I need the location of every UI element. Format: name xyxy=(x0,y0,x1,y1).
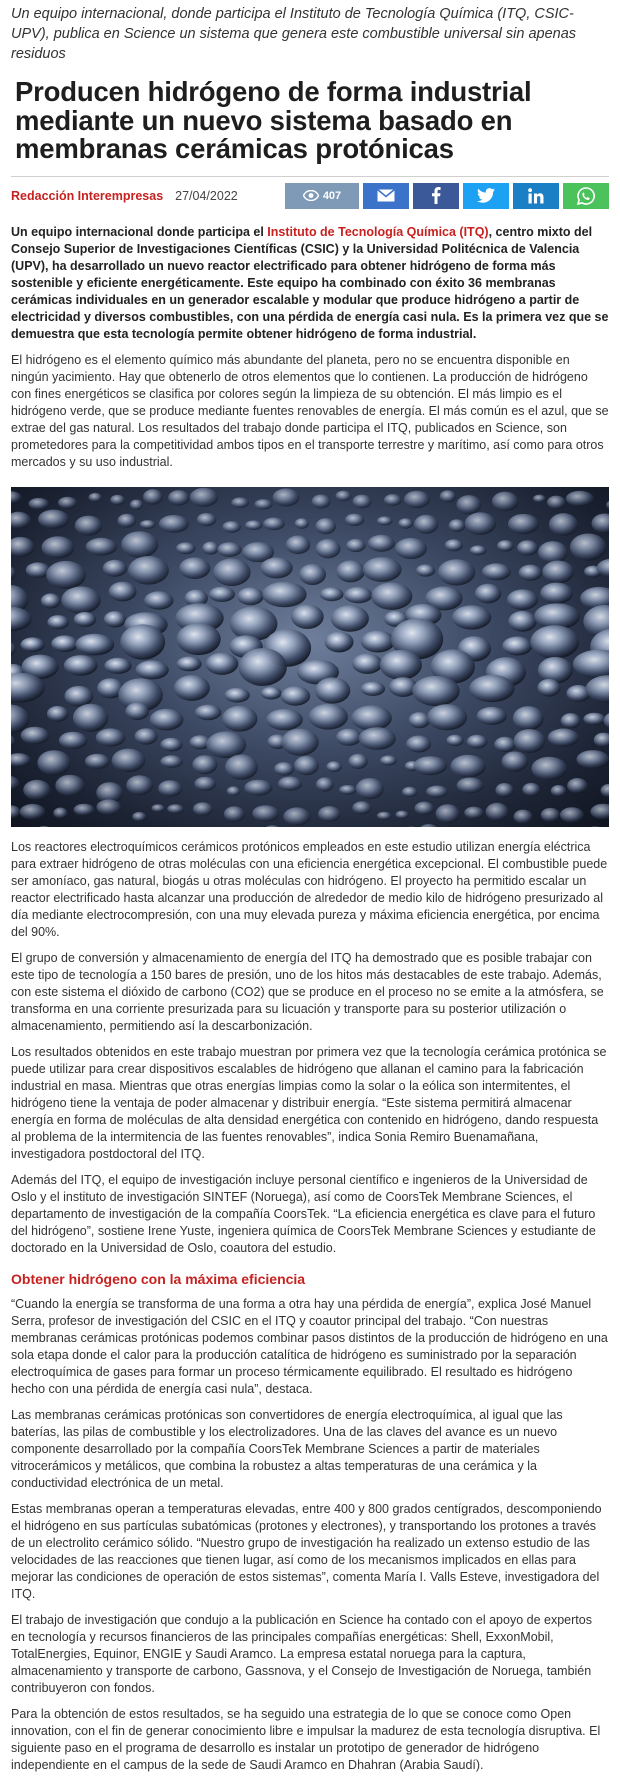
lead-text-start: Un equipo internacional donde participa el xyxy=(11,224,268,239)
water-droplet xyxy=(353,494,372,508)
water-droplet xyxy=(96,728,126,746)
water-droplet xyxy=(239,648,287,686)
water-droplet xyxy=(415,801,435,814)
water-droplet xyxy=(11,753,31,767)
water-droplet xyxy=(456,495,481,514)
water-droplet xyxy=(160,737,182,751)
water-droplet xyxy=(348,753,367,768)
envelope-icon xyxy=(377,189,395,202)
water-droplet xyxy=(118,513,137,527)
water-droplet xyxy=(266,708,303,729)
water-droplet xyxy=(377,811,392,819)
water-droplet xyxy=(469,674,514,701)
article-lead xyxy=(11,224,609,343)
water-droplet xyxy=(513,706,544,730)
share-facebook-button[interactable] xyxy=(413,183,459,209)
water-droplet xyxy=(475,583,501,603)
water-droplet xyxy=(380,755,397,765)
water-droplet xyxy=(237,587,263,605)
water-droplet xyxy=(540,582,573,603)
water-droplet xyxy=(96,799,121,815)
water-droplet xyxy=(167,804,184,813)
water-droplet xyxy=(143,489,163,505)
water-droplet xyxy=(222,705,257,731)
water-droplet xyxy=(86,537,118,555)
water-droplet xyxy=(508,610,536,631)
water-droplet xyxy=(126,775,153,795)
paragraph: Los reactores electroquímicos cerámicos protónicos empleados en este estudio utilizan energía eléctrica para extraer hidrógeno de otras moléculas con una eficiencia energética excepcional. El combustible puede ser amoníaco, gas natural, biogás u otras moléculas con hidrógeno. El proyecto ha permitido escalar un reactor electrificado hasta alcanzar una producción de alrededor de medio kilo de hidrógeno presurizado al día mediante electrocompresión, con una muy elevada pureza y máxima eficiencia energética, por encima del 90%. xyxy=(11,839,608,939)
water-droplet xyxy=(11,639,16,657)
water-droplet xyxy=(538,656,573,683)
water-droplet xyxy=(55,774,85,796)
share-linkedin-button[interactable] xyxy=(513,183,559,209)
water-droplet xyxy=(502,751,529,771)
water-droplet xyxy=(315,677,350,703)
water-droplet xyxy=(193,802,213,816)
water-droplet xyxy=(11,606,32,631)
water-droplet xyxy=(177,656,202,671)
publish-date: 27/04/2022 xyxy=(175,188,238,203)
water-droplet xyxy=(11,565,16,580)
water-droplet xyxy=(29,497,50,509)
water-droplet xyxy=(176,542,196,554)
water-droplet xyxy=(11,775,20,791)
water-droplet xyxy=(577,750,610,768)
water-droplet xyxy=(299,564,326,585)
water-droplet xyxy=(467,734,488,748)
paragraph: Estas membranas operan a temperaturas elevadas, entre 400 y 800 grados centígrados, descomponiendo el hidrógeno en sus partículas subatómicas (protones y electrones), y transportando los protones a través de un electrolito cerámico sólido. “Nuestro grupo de investigación ha realizado un extenso estudio de las velocidades de las reacciones que tienen lugar, así como de los mecanismos implicados en ellas para mejorar las condiciones de operación de estos sistemas”, comenta María I. Valls Esteve, investigadora del ITQ. xyxy=(11,1501,602,1601)
water-droplet xyxy=(136,660,169,679)
water-droplet xyxy=(395,537,427,558)
water-droplet xyxy=(168,490,189,505)
water-droplet xyxy=(295,518,309,529)
paragraph: El trabajo de investigación que condujo a la publicación en Science ha contado con el apoyo de expertos en tecnología y recursos financieros de las principales compañías energéticas: Shell, ExxonMobil, TotalEnergies, Equinor, ENGIE y Saudi Aramco. La empresa estatal noruega para la captura, almacenamiento y transporte de carbono, Gassnova, y el Consejo de Investigación de Noruega, también contribuyeron con fondos. xyxy=(11,1612,592,1695)
water-droplet xyxy=(281,728,319,755)
water-droplet xyxy=(110,494,125,504)
water-droplet xyxy=(73,703,108,731)
water-droplet xyxy=(450,754,486,777)
twitter-icon xyxy=(477,188,495,203)
water-droplet xyxy=(326,761,342,772)
paragraph: El grupo de conversión y almacenamiento de energía del ITQ ha demostrado que es posible trabajar con este tipo de tecnología a 150 bares de presión, uno de los hitos más destacables de este trabajo. Además, con este sistema el dióxido de carbono (CO2) que se produce en el proceso no se emite a la atmósfera, se transforma en una corriente presurizada para su licuación y transporte para su posterior utilización o almacenamiento, permitiendo así la descarbonización. xyxy=(11,950,604,1033)
water-droplet xyxy=(477,706,507,724)
water-droplet xyxy=(549,513,578,536)
water-droplet xyxy=(74,611,96,626)
water-droplet xyxy=(414,756,448,775)
water-droplet xyxy=(64,685,93,706)
water-droplet xyxy=(346,538,366,551)
water-droplet xyxy=(75,633,114,655)
water-droplet xyxy=(492,491,519,511)
water-droplet xyxy=(42,536,75,558)
water-droplet xyxy=(404,490,430,507)
water-droplet xyxy=(377,516,393,525)
share-bar xyxy=(285,183,609,209)
water-droplet xyxy=(135,728,158,744)
water-droplet xyxy=(457,777,484,793)
water-droplet xyxy=(594,732,609,747)
water-droplet xyxy=(514,729,546,753)
water-droplet xyxy=(41,593,61,608)
water-droplet xyxy=(103,559,127,576)
water-droplet xyxy=(51,635,78,652)
water-droplet xyxy=(225,754,258,779)
water-droplet xyxy=(398,518,413,528)
water-droplet xyxy=(352,801,371,814)
water-droplet xyxy=(470,545,487,555)
water-droplet xyxy=(192,755,217,774)
water-droplet xyxy=(339,785,356,795)
water-droplet xyxy=(209,586,235,601)
water-droplet xyxy=(47,705,69,721)
water-droplet xyxy=(309,703,348,729)
water-droplet xyxy=(548,728,579,746)
water-droplet xyxy=(316,777,334,791)
author-link[interactable]: Redacción Interempresas xyxy=(11,188,164,203)
water-droplet xyxy=(291,604,324,628)
water-droplet xyxy=(495,783,513,797)
water-droplet xyxy=(281,686,311,705)
water-droplet xyxy=(152,804,165,812)
water-droplet xyxy=(368,534,395,551)
water-droplet xyxy=(530,625,579,659)
water-droplet xyxy=(47,615,69,629)
water-droplet xyxy=(59,731,88,748)
water-droplet xyxy=(416,564,435,576)
water-droplet xyxy=(345,513,364,525)
water-droplet xyxy=(583,712,605,724)
water-droplets-image xyxy=(11,487,609,827)
water-droplet xyxy=(38,509,69,528)
water-droplet xyxy=(312,494,331,508)
water-droplet xyxy=(128,556,169,585)
paragraph: Para la obtención de estos resultados, se ha seguido una estrategia de lo que se conoce como Open innovation, con el fin de generar conocimiento libre e impulsar la madurez de esta tecnología disruptiva. El siguiente paso en el programa de desarrollo es instalar un prototipo de generador de hidrógeno independiente en el campus de la sede de Saudi Aramco en Dhahran (Arabia Saudí). xyxy=(11,1706,601,1772)
itq-link[interactable]: Instituto de Tecnología Química (ITQ) xyxy=(267,224,489,239)
water-droplet xyxy=(402,786,418,796)
article-subtitle: Un equipo internacional, donde participa el Instituto de Tecnología Química (ITQ, CSIC-UPV), publica en Science un sistema que genera este combustible universal sin apenas residuos xyxy=(11,6,577,62)
water-droplet xyxy=(537,678,560,696)
share-email-button[interactable] xyxy=(363,183,409,209)
water-droplet xyxy=(109,581,137,601)
water-droplet xyxy=(316,539,341,558)
water-droplet xyxy=(23,779,51,799)
water-droplet xyxy=(325,631,354,652)
water-droplet xyxy=(446,734,463,745)
water-droplet xyxy=(566,490,594,506)
water-droplet xyxy=(224,806,245,822)
views-counter xyxy=(285,183,359,209)
paragraph: Además del ITQ, el equipo de investigación incluye personal científico e ingenieros de la Universidad de Oslo y el instituto de investigación SINTEF (Noruega), así como de CoorsTek Membrane Sciences, el departamento de investigación de la compañía CoorsTek. “La eficiencia energética es clave para el futuro del hidrógeno”, sostiene Irene Yuste, ingeniera química de CoorsTek Membrane Sciences y estudiante de doctorado en la Universidad de Oslo, coautora del estudio. xyxy=(11,1172,596,1255)
water-droplet xyxy=(560,807,584,823)
water-droplet xyxy=(361,630,395,652)
water-droplet xyxy=(541,807,560,821)
water-droplet xyxy=(206,731,246,758)
water-droplet xyxy=(11,536,35,556)
water-droplet xyxy=(89,492,103,501)
water-droplet xyxy=(261,686,282,699)
water-droplet xyxy=(538,541,568,564)
water-droplet xyxy=(244,779,272,795)
water-droplet xyxy=(438,559,475,585)
water-droplet xyxy=(35,825,53,826)
water-droplet xyxy=(606,499,609,510)
water-droplet xyxy=(104,657,131,673)
article-headline: Producen hidrógeno de forma industrial mediante un nuevo sistema basado en membranas cerámicas protónicas xyxy=(15,76,532,164)
water-droplet xyxy=(396,810,409,818)
water-droplet xyxy=(158,780,182,797)
water-droplet xyxy=(177,623,221,655)
water-droplet xyxy=(351,705,392,730)
water-droplet xyxy=(502,636,532,655)
water-droplet xyxy=(61,586,100,613)
water-droplet xyxy=(125,702,149,720)
water-droplet xyxy=(514,809,533,823)
water-droplet xyxy=(404,826,419,827)
water-droplet xyxy=(414,514,438,533)
water-droplet xyxy=(104,611,126,627)
water-droplet xyxy=(380,649,422,679)
water-droplet xyxy=(74,803,95,815)
water-droplet xyxy=(590,803,609,819)
water-droplet xyxy=(561,713,581,728)
water-droplet xyxy=(406,735,431,752)
water-droplet xyxy=(440,490,456,502)
water-droplet xyxy=(21,726,50,744)
water-droplet xyxy=(206,652,239,674)
water-droplet xyxy=(150,708,184,730)
water-droplet xyxy=(222,521,241,533)
water-droplet xyxy=(274,762,294,776)
water-droplet xyxy=(465,512,496,535)
water-droplet xyxy=(519,564,543,580)
water-droplet xyxy=(573,649,609,678)
water-droplet xyxy=(263,825,283,827)
water-droplet xyxy=(130,499,143,509)
water-droplet xyxy=(252,805,279,822)
water-droplet xyxy=(224,687,249,702)
water-droplet xyxy=(132,811,146,821)
water-droplet xyxy=(278,776,302,790)
water-droplet xyxy=(37,750,70,775)
water-droplet xyxy=(533,494,546,502)
facebook-icon xyxy=(431,187,441,204)
water-droplet xyxy=(567,778,588,793)
water-droplet xyxy=(260,557,292,578)
water-droplet xyxy=(140,520,156,529)
water-droplet xyxy=(586,675,609,703)
water-droplet xyxy=(174,675,210,701)
linkedin-icon xyxy=(528,188,544,204)
water-droplet xyxy=(336,728,361,745)
water-droplet xyxy=(58,496,77,508)
water-droplet xyxy=(592,513,610,533)
water-droplet xyxy=(294,755,319,774)
paragraph: El hidrógeno es el elemento químico más abundante del planeta, pero no se encuentra disponible en ningún yacimiento. Hay que obtenerlo de otros elementos que lo contienen. La producción de hidrógeno con fines energéticos se clasifica por colores según la limpieza de su obtención. El más limpio es el hidrógeno verde, que se produce mediante fuentes renovables de energía. El más común es el azul, que se extrae del gas natural. Los resultados del trabajo donde participa el ITQ, publicados en Science, son prometedores para la competitividad ambos tipos en el transporte terrestre y marítimo, así como para otros mercados y su uso industrial. xyxy=(11,352,609,469)
water-droplet xyxy=(320,587,344,601)
water-droplet xyxy=(11,733,15,748)
water-droplet xyxy=(179,557,210,579)
water-droplet xyxy=(551,785,567,797)
whatsapp-icon xyxy=(577,187,595,205)
water-droplet xyxy=(283,807,310,825)
water-droplet xyxy=(601,783,610,796)
water-droplet xyxy=(20,803,46,819)
water-droplet xyxy=(121,531,158,558)
water-droplet xyxy=(547,495,566,509)
water-droplet xyxy=(336,490,352,501)
water-droplet xyxy=(144,591,173,609)
water-droplet xyxy=(194,776,216,790)
byline xyxy=(11,176,609,209)
water-droplet xyxy=(384,494,402,506)
water-droplet xyxy=(64,655,98,676)
water-droplet xyxy=(202,541,219,554)
water-droplet xyxy=(231,497,249,508)
water-droplet xyxy=(120,624,165,659)
water-droplet xyxy=(195,704,222,720)
water-droplet xyxy=(85,753,110,768)
water-droplet xyxy=(464,806,483,818)
water-droplet xyxy=(262,581,307,606)
water-droplet xyxy=(363,557,402,582)
water-droplet xyxy=(452,605,491,629)
water-droplet xyxy=(507,589,538,610)
water-droplet xyxy=(449,519,466,532)
eye-icon xyxy=(303,190,319,201)
paragraph: Los resultados obtenidos en este trabajo muestran por primera vez que la tecnología cerámica protónica se puede utilizar para crear dispositivos escalables de hidrógeno que allanan el camino para la fabricación industrial en masa. Mientras que otras energías limpias como la solar o la eólica son intermitentes, el hidrógeno tiene la ventaja de poder almacenar y distribuir energía. “Este sistema permitirá almacenar energía en forma de moléculas de alta densidad energética con contenido en hidrógeno, dando respuesta al problema de la intermitencia de las fuentes renovables”, indica Sonia Remiro Buenamañana, investigadora postdoctoral del ITQ. xyxy=(11,1044,607,1161)
paragraph: Las membranas cerámicas protónicas son convertidores de energía electroquímica, al igual que las baterías, las pilas de combustible y los electrolizadores. Una de las claves del avance es un nuevo componente desarrollado por la compañía CoorsTek Membrane Sciences a partir de materiales vitrocerámicos y metálicos, que combina la robustez a altas temperaturas de una cerámica y la conductividad electrónica de un metal. xyxy=(11,1407,563,1490)
water-droplet xyxy=(46,560,86,588)
water-droplet xyxy=(21,637,45,652)
water-droplet xyxy=(11,511,31,528)
water-droplet xyxy=(217,542,241,557)
water-droplet xyxy=(585,826,606,827)
water-droplet xyxy=(482,563,511,580)
water-droplet xyxy=(331,605,369,632)
water-droplet xyxy=(497,540,514,551)
water-droplet xyxy=(11,491,22,504)
water-droplet xyxy=(494,736,516,751)
paragraph: “Cuando la energía se transforma de una forma a otra hay una pérdida de energía”, explica José Manuel Serra, profesor de investigación del CSIC en el ITQ y coautor principal del trabajo. “Con nuestras membranas cerámicas protónicas podemos combinar pasos distintos de la producción de hidrógeno en una sola etapa donde el calor para la producción catalítica de hidrógeno es suministrado por la separación electroquímica de gases para formar un proceso térmicamente equilibrado. El resultado es hidrógeno hecho con una pérdida de energía casi nula”, destaca. xyxy=(11,1296,608,1396)
water-droplet xyxy=(336,560,365,582)
water-droplet xyxy=(517,540,538,555)
lead-text-end: , centro mixto del Consejo Superior de Investigaciones Científicas (CSIC) y la Universidad Politécnica de Valencia (UPV), ha desarrollado un nuevo reactor electrificado para obtener hidrógeno de forma más sostenible y eficiente energéticamente. Este equipo ha combinado con éxito 36 membranas cerámicas individuales en un generador escalable y modular que produce hidrógeno a partir de electricidad y diversos combustibles, con una pérdida de energía casi nula. Es la primera vez que se demuestra que esta tecnología permite obtener hidrógeno de forma industrial. xyxy=(11,224,609,341)
water-droplet xyxy=(273,488,300,506)
water-droplet xyxy=(190,487,219,506)
water-droplet xyxy=(570,533,606,560)
share-whatsapp-button[interactable] xyxy=(563,183,609,209)
water-droplet xyxy=(445,539,463,551)
water-droplet xyxy=(436,804,460,823)
water-droplet xyxy=(361,681,385,695)
water-droplet xyxy=(426,785,448,797)
water-droplet xyxy=(427,704,467,730)
water-droplet xyxy=(254,499,272,509)
water-droplet xyxy=(213,558,251,586)
water-droplet xyxy=(359,727,396,750)
water-droplet xyxy=(542,560,574,583)
views-count: 407 xyxy=(322,189,342,202)
water-droplet xyxy=(371,582,412,609)
water-droplet xyxy=(160,755,183,768)
water-droplet xyxy=(508,513,539,533)
share-twitter-button[interactable] xyxy=(463,183,509,209)
water-droplet xyxy=(522,782,540,795)
water-droplet xyxy=(412,675,459,705)
water-droplet xyxy=(75,515,103,535)
water-droplet xyxy=(486,802,509,820)
water-droplet xyxy=(112,748,146,772)
water-droplet xyxy=(263,517,285,530)
water-droplet xyxy=(318,806,341,822)
water-droplet xyxy=(245,520,262,530)
water-droplet xyxy=(159,515,189,533)
water-droplet xyxy=(604,710,610,729)
water-droplet xyxy=(197,513,217,526)
water-droplet xyxy=(352,653,382,673)
water-droplet xyxy=(53,807,67,818)
hero-image xyxy=(11,487,609,827)
water-droplet xyxy=(315,518,336,534)
section-heading: Obtener hidrógeno con la máxima eficiencia xyxy=(11,1270,306,1287)
water-droplet xyxy=(344,586,372,602)
water-droplet xyxy=(286,535,311,554)
water-droplet xyxy=(418,824,440,827)
water-droplet xyxy=(227,786,241,796)
water-droplet xyxy=(409,712,431,728)
water-droplet xyxy=(531,756,567,780)
water-droplet xyxy=(11,805,21,818)
water-droplet xyxy=(356,778,384,799)
